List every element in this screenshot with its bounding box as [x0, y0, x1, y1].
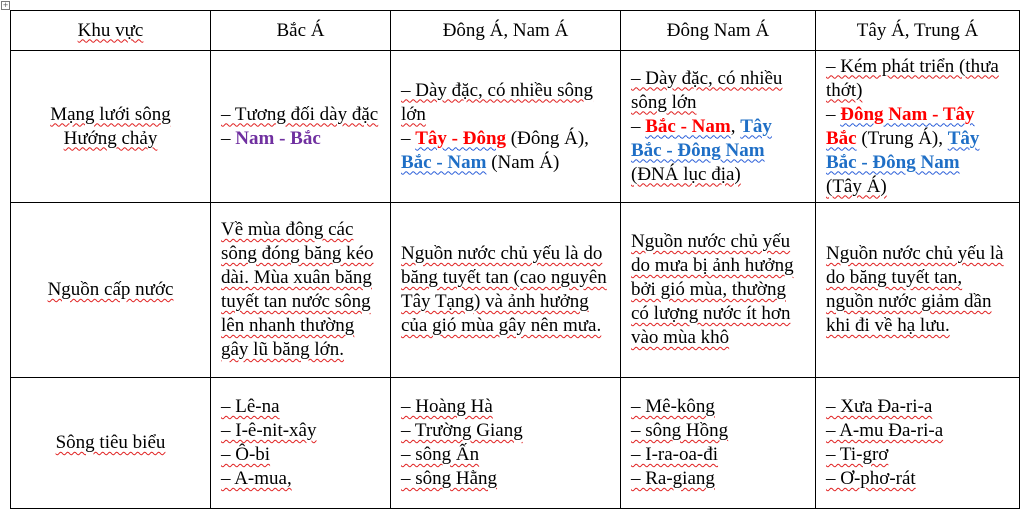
- list-item: – Mê-kông: [631, 396, 715, 417]
- header-tay-a-trung-a[interactable]: Tây Á, Trung Á: [816, 11, 1020, 51]
- list-item: – I-ê-nit-xây: [221, 420, 317, 441]
- row-label-rivers[interactable]: Sông tiêu biểu: [11, 378, 211, 509]
- list-item: – I-ra-oa-đi: [631, 444, 719, 465]
- row-label-network[interactable]: Mạng lưới sông Hướng chảy: [11, 51, 211, 203]
- header-region[interactable]: Khu vực: [11, 11, 211, 51]
- cell-rivers-tay-a[interactable]: [816, 378, 1020, 509]
- cell-rivers-dong-nam-a[interactable]: [621, 378, 816, 509]
- list-item: – Lê-na: [221, 396, 280, 417]
- list-item: – Ti-grơ: [826, 444, 889, 465]
- table-row-network: [11, 51, 1020, 203]
- cell-network-dong-nam-a[interactable]: – Dày đặc, có nhiều sông lớn – Bắc - Nam, Tây Bắc - Đông Nam (ĐNÁ lục địa): [621, 51, 816, 203]
- list-item: – A-mu Đa-ri-a: [826, 420, 944, 441]
- list-item: – Ra-giang: [631, 468, 715, 489]
- table-header-row: [11, 11, 1020, 51]
- list-item: – Trường Giang: [401, 420, 523, 441]
- table-row-rivers: [11, 378, 1020, 509]
- comparison-table: [10, 10, 1020, 509]
- cell-water-dong-a[interactable]: Nguồn nước chủ yếu là do băng tuyết tan (cao nguyên Tây Tạng) và ảnh hưởng của gió mùa gây nên mưa.: [391, 203, 621, 378]
- header-bac-a[interactable]: Bắc Á: [211, 11, 391, 51]
- row-label-water[interactable]: Nguồn cấp nước: [11, 203, 211, 378]
- list-item: – sông Hằng: [401, 468, 498, 489]
- list-item: – Ơ-phơ-rát: [826, 468, 916, 489]
- cell-water-bac-a[interactable]: Về mùa đông các sông đóng băng kéo dài. Mùa xuân băng tuyết tan nước sông lên nhanh thường gây lũ băng lớn.: [211, 203, 391, 378]
- cell-rivers-bac-a[interactable]: [211, 378, 391, 509]
- table-row-water-source: [11, 203, 1020, 378]
- list-item: – Xưa Đa-ri-a: [826, 396, 933, 417]
- list-item: – Ô-bi: [221, 444, 271, 465]
- table-move-handle-icon[interactable]: +: [2, 1, 9, 9]
- cell-water-tay-a[interactable]: Nguồn nước chủ yếu là do băng tuyết tan, nguồn nước giảm dần khi đi về hạ lưu.: [816, 203, 1020, 378]
- list-item: – sông Ấn: [401, 444, 480, 465]
- cell-network-dong-a[interactable]: – Dày đặc, có nhiều sông lớn – Tây - Đông (Đông Á), Bắc - Nam (Nam Á): [391, 51, 621, 203]
- list-item: – A-mua,: [221, 468, 292, 489]
- cell-network-bac-a[interactable]: – Tương đối dày đặc – Nam - Bắc: [211, 51, 391, 203]
- list-item: – Hoàng Hà: [401, 396, 493, 417]
- list-item: – sông Hồng: [631, 420, 729, 441]
- cell-network-tay-a[interactable]: – Kém phát triển (thưa thớt) – Đông Nam - Tây Bắc (Trung Á), Tây Bắc - Đông Nam (Tây Á): [816, 51, 1020, 203]
- cell-water-dong-nam-a[interactable]: Nguồn nước chủ yếu do mưa bị ảnh hưởng bởi gió mùa, thường có lượng nước ít hơn vào mùa khô: [621, 203, 816, 378]
- cell-rivers-dong-a[interactable]: [391, 378, 621, 509]
- header-dong-nam-a[interactable]: Đông Nam Á: [621, 11, 816, 51]
- header-dong-a-nam-a[interactable]: Đông Á, Nam Á: [391, 11, 621, 51]
